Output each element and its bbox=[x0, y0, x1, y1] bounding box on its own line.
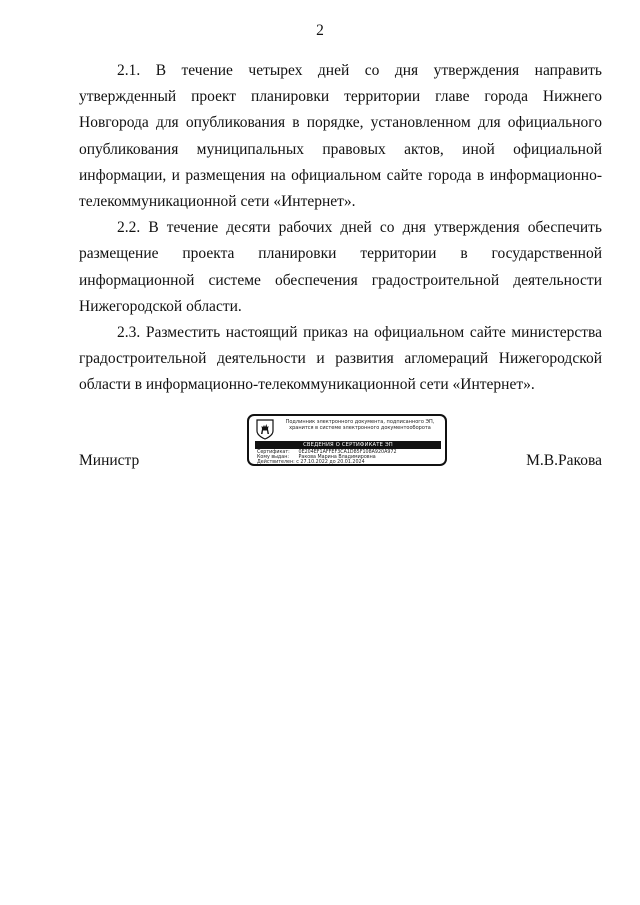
e-signature-stamp bbox=[247, 414, 447, 466]
stamp-validity-label: Действителен: bbox=[257, 460, 295, 466]
signature-block bbox=[79, 414, 602, 470]
stamp-validity-row bbox=[257, 460, 443, 465]
document-body bbox=[79, 58, 602, 399]
signatory-name: М.В.Ракова bbox=[526, 452, 602, 469]
stamp-header-line1: Подлинник электронного документа, подписанного ЭП, bbox=[285, 419, 435, 425]
signatory-position: Министр bbox=[79, 452, 140, 469]
stamp-issued-to-value: Ракова Марина Владимировна bbox=[298, 455, 376, 461]
stamp-issued-to-label: Кому выдан: bbox=[257, 455, 289, 461]
page-number: 2 bbox=[316, 22, 324, 39]
stamp-header bbox=[277, 419, 443, 432]
stamp-details bbox=[257, 450, 443, 466]
paragraph-2-1: 2.1. В течение четырех дней со дня утверждения направить утвержденный проект планировки территории главе города Нижнего Новгорода для опубликования в порядке, установленном для официального опубликования муниципальных правовых актов, иной официальной информации, и размещения на официальном сайте города в информационно-телекоммуникационной сети «Интернет». bbox=[79, 62, 602, 211]
stamp-title-bar: СВЕДЕНИЯ О СЕРТИФИКАТЕ ЭП bbox=[255, 441, 441, 449]
stamp-header-line2: хранится в системе электронного документооборота bbox=[289, 425, 431, 432]
stamp-validity-value: с 27.10.2022 до 20.01.2024 bbox=[296, 460, 365, 466]
stamp-certificate-value: 0E204EF1AFFEF3CA1D85F108A920A972 bbox=[298, 450, 397, 455]
paragraph-2-2: 2.2. В течение десяти рабочих дней со дня утверждения обеспечить размещение проекта планировки территории в государственной информационной системе обеспечения градостроительной деятельности Нижегородской области. bbox=[79, 219, 602, 315]
paragraph-2-3: 2.3. Разместить настоящий приказ на официальном сайте министерства градостроительной деятельности и развития агломераций Нижегородской области в информационно-телекоммуникационной сети «Интернет». bbox=[79, 324, 602, 394]
stamp-certificate-label: Сертификат: bbox=[257, 450, 290, 455]
coat-of-arms-deer-icon bbox=[256, 419, 274, 440]
